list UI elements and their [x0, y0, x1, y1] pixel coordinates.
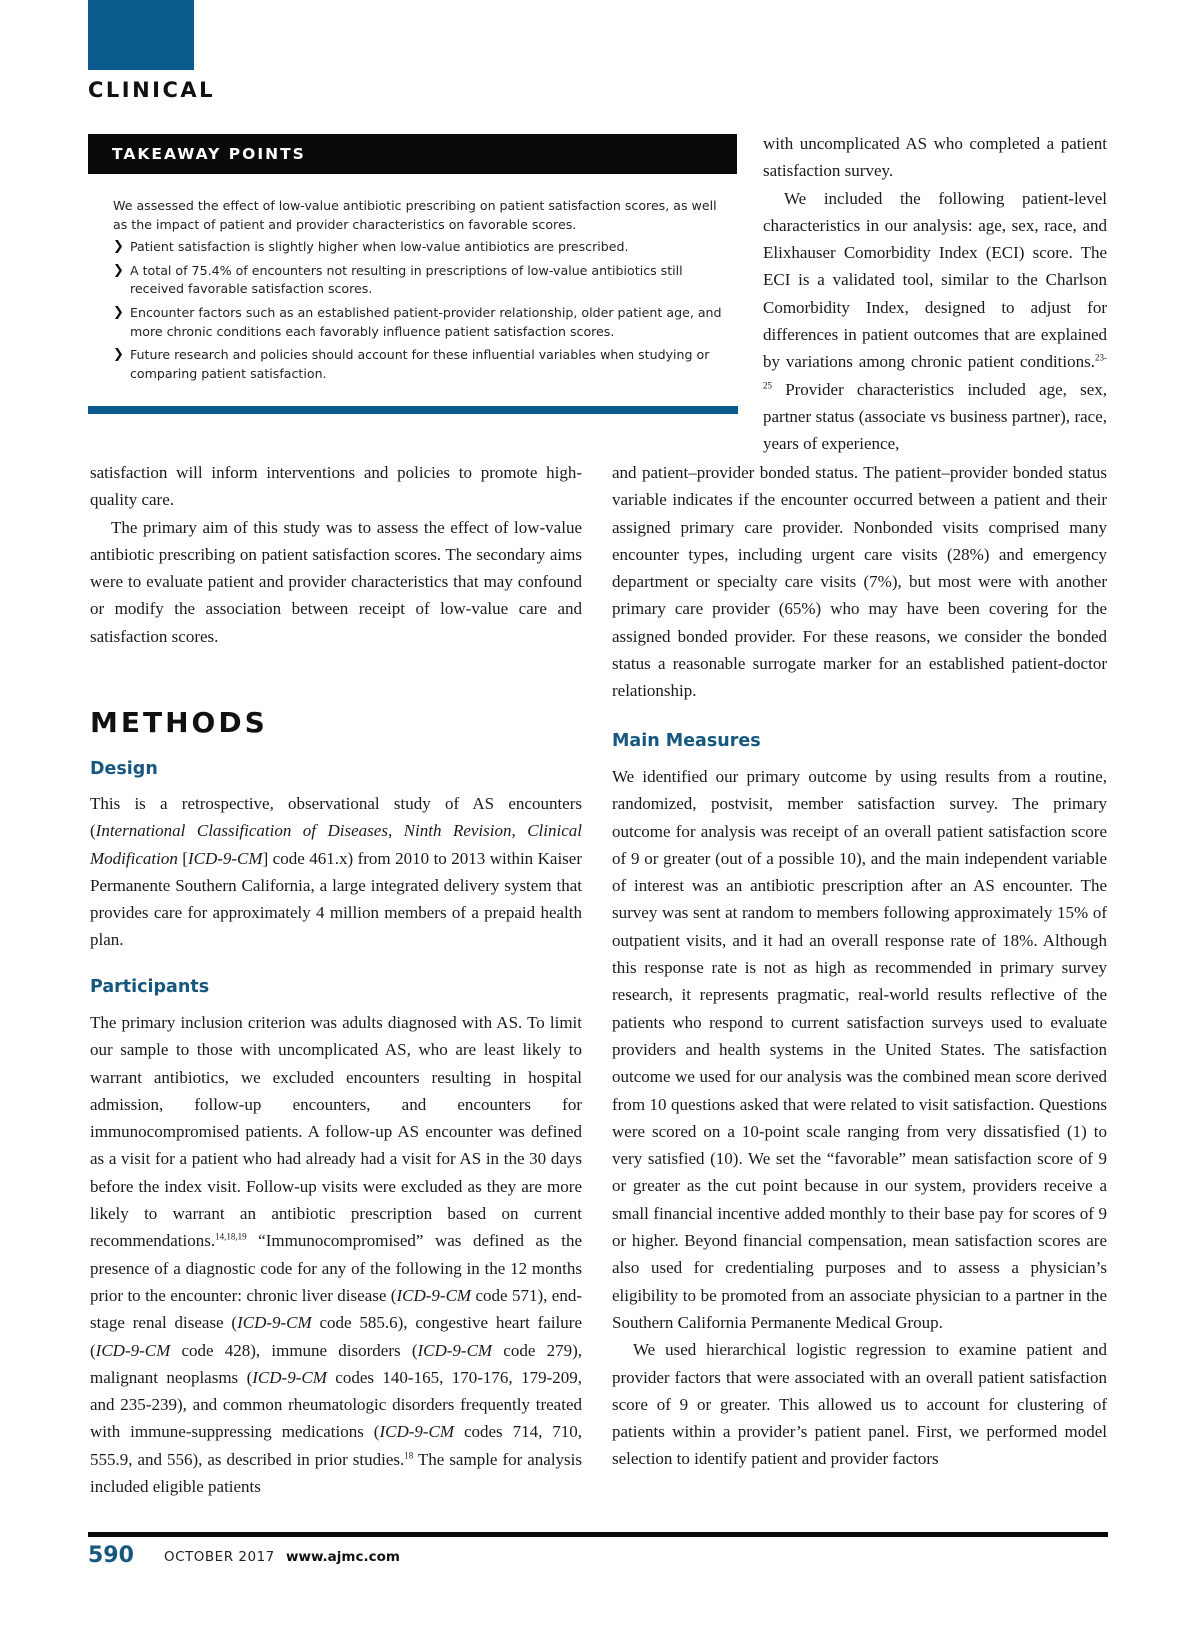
paragraph: satisfaction will inform interventions and policies to promote high-quality care. — [90, 463, 582, 510]
takeaway-point: ❯ Encounter factors such as an established patient-provider relationship, older patient age, and more chronic conditions each favorably influence patient satisfaction scores. — [113, 304, 722, 339]
takeaway-point: ❯ Future research and policies should account for these influential variables when studying or comparing patient satisfaction. — [113, 347, 710, 381]
paragraph: with uncomplicated AS who completed a patient satisfaction survey. — [763, 134, 1107, 181]
participants-heading: Participants — [90, 977, 210, 997]
methods-heading: METHODS — [90, 706, 268, 739]
participants-text — [90, 1009, 582, 1500]
journal-url[interactable]: www.ajmc.com — [286, 1549, 400, 1565]
takeaway-point: ❯ Patient satisfaction is slightly higher when low-value antibiotics are prescribed. — [113, 238, 723, 257]
paragraph: We used hierarchical logistic regression to examine patient and provider factors that were associated with an overall patient satisfaction score of 9 or greater. This allowed us to account for clustering of patients within a provider’s patient panel. First, we performed model selection to identify patient and provider factors — [612, 1340, 1107, 1469]
takeaway-list — [113, 238, 723, 383]
takeaway-point: ❯ A total of 75.4% of encounters not resulting in prescriptions of low-value antibiotics still received favorable satisfaction scores. — [113, 262, 683, 297]
paragraph: We included the following patient-level characteristics in our analysis: age, sex, race, and Elixhauser Comorbidity Index (ECI) score. The ECI is a validated tool, similar to the Charlson Comorbidity Index, designed to adjust for differences in patient outcomes that are explained by variations among chronic patient conditions.$^{23-25}$ Provider characteristics included age, sex, partner status (associate vs business partner), race, years of experience, — [763, 188, 1107, 454]
takeaway-box — [113, 197, 723, 388]
design-heading: Design — [90, 759, 158, 779]
paragraph: The primary aim of this study was to assess the effect of low-value antibiotic prescribing on patient satisfaction scores. The secondary aims were to evaluate patient and provider characteristics that may confound or modify the association between receipt of low-value care and satisfaction scores. — [90, 517, 582, 646]
paragraph: We identified our primary outcome by using results from a routine, randomized, postvisit, member satisfaction survey. The primary outcome for analysis was receipt of an overall patient satisfaction score of 9 or greater (out of a possible 10), and the main independent variable of interest was an antibiotic prescription after an AS encounter. The survey was sent at random to members following approximately 15% of outpatient visits, and it had an overall response rate of 18%. Although this response rate is not as high as recommended in primary survey research, it represents pragmatic, real-world results reflective of the patients who respond to current satisfaction surveys used to evaluate providers and health systems in the United States. The satisfaction outcome we used for our analysis was the combined mean score derived from 10 questions asked that were related to visit satisfaction. Questions were scored on a 10-point scale ranging from very dissatisfied (1) to very satisfied (10). We set the “favorable” mean satisfaction score of 9 or greater as the cut point because in our system, providers receive a small financial incentive added monthly to their base pay for scores of 9 or higher. Beyond financial compensation, mean satisfaction scores are also used for credentialing purposes and to assess a physician’s eligibility to be promoted from an associate physician to a partner in the Southern California Permanente Medical Group. — [612, 767, 1107, 1332]
right-cont-text — [612, 459, 1107, 705]
page-number: 590 — [88, 1543, 134, 1568]
chevron-right-icon: ❯ — [113, 304, 124, 320]
paragraph: and patient–provider bonded status. The patient–provider bonded status variable indicates if the encounter occurred between a patient and their assigned primary care provider. Nonbonded visits comprised many encounter types, including urgent care visits (28%) and emergency department or specialty care visits (7%), but most were with another primary care provider (65%) who may have been covering for the assigned bonded provider. For these reasons, we consider the bonded status a reasonable surrogate marker for an established patient-doctor relationship. — [612, 463, 1107, 701]
main-measures-heading: Main Measures — [612, 731, 761, 751]
section-label: CLINICAL — [88, 78, 216, 102]
section-color-tab — [88, 0, 194, 70]
chevron-right-icon: ❯ — [113, 347, 124, 363]
takeaway-divider — [88, 406, 738, 414]
takeaway-intro: We assessed the effect of low-value antibiotic prescribing on patient satisfaction scores, as well as the impact of patient and provider characteristics on favorable scores. — [113, 198, 717, 232]
intro-text — [90, 459, 582, 650]
right-top-text — [763, 130, 1107, 458]
issue-date: OCTOBER 2017 — [164, 1549, 275, 1565]
chevron-right-icon: ❯ — [113, 239, 124, 255]
takeaway-title: TAKEAWAY POINTS — [88, 134, 737, 174]
footer-divider — [88, 1532, 1108, 1537]
design-text — [90, 790, 582, 954]
paragraph: The primary inclusion criterion was adults diagnosed with AS. To limit our sample to those with uncomplicated AS, who are least likely to warrant antibiotics, we excluded encounters resulting in hospital admission, follow-up encounters, and encounters for immunocompromised patients. A follow-up AS encounter was defined as a visit for a patient who had already had a visit for AS in the 30 days before the index visit. Follow-up visits were excluded as they are more likely to warrant an antibiotic prescription based on current recommendations.$^{14,18,19}$ “Immunocompromised” was defined as the presence of a diagnostic code for any of the following in the 12 months prior to the encounter: chronic liver disease (ICD-9-CM code 571), end-stage renal disease (ICD-9-CM code 585.6), congestive heart failure (ICD-9-CM code 428), immune disorders (ICD-9-CM code 279), malignant neoplasms (ICD-9-CM codes 140-165, 170-176, 179-209, and 235-239), and common rheumatologic disorders frequently treated with immune-suppressing medications (ICD-9-CM codes 714, 710, 555.9, and 556), as described in prior studies.$^{18}$ The sample for analysis included eligible patients — [90, 1013, 582, 1497]
main-measures-text — [612, 763, 1107, 1473]
chevron-right-icon: ❯ — [113, 262, 124, 278]
paragraph: This is a retrospective, observational study of AS encounters (International Classification of Diseases, Ninth Revision, Clinical Modification [ICD-9-CM] code 461.x) from 2010 to 2013 within Kaiser Permanente Southern California, a large integrated delivery system that provides care for approximately 4 million members of a prepaid health plan. — [90, 794, 582, 950]
